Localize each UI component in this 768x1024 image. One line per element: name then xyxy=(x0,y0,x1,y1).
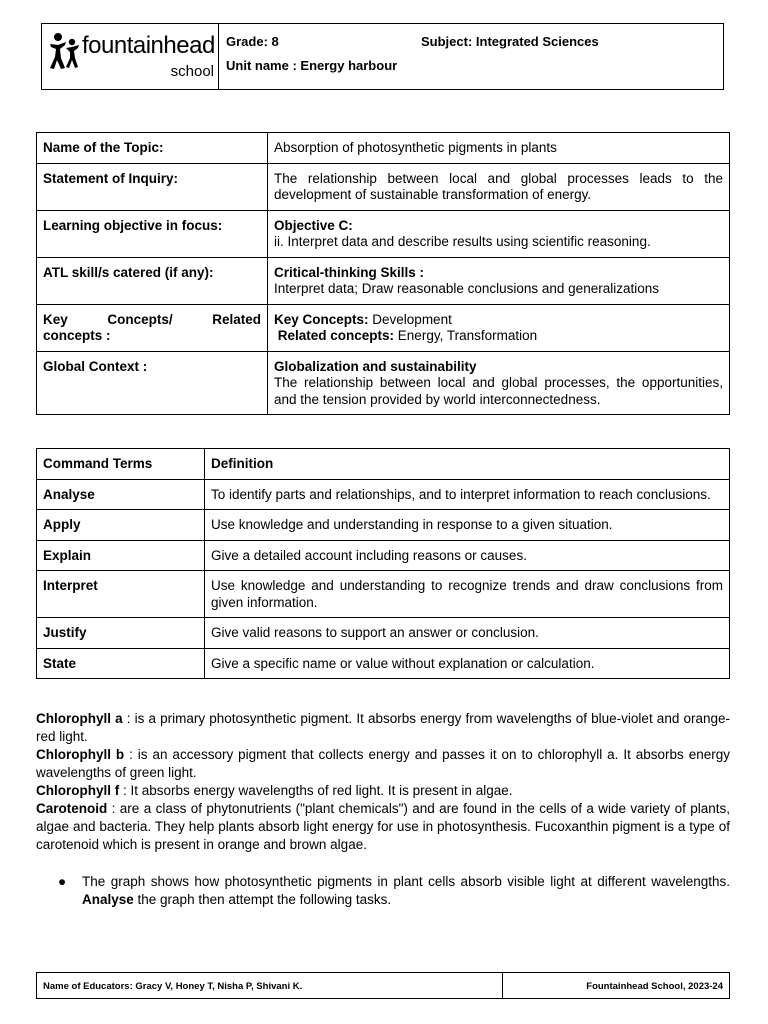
command-term: Justify xyxy=(37,618,205,649)
table-row xyxy=(37,618,730,649)
pigment-text: : It absorbs energy wavelengths of red light. It is present in algae. xyxy=(119,783,513,798)
table-row xyxy=(37,257,730,304)
command-term: Interpret xyxy=(37,571,205,618)
inquiry-label: Statement of Inquiry: xyxy=(37,163,268,210)
pigment-name: Carotenoid xyxy=(36,801,108,816)
inquiry-value: The relationship between local and global processes leads to the development of sustainable transformation of energy. xyxy=(268,163,730,210)
concepts-label-word: Key xyxy=(43,311,68,327)
objective-value: ii. Interpret data and describe results using scientific reasoning. xyxy=(274,234,651,249)
command-definition: Give valid reasons to support an answer or conclusion. xyxy=(205,618,730,649)
table-row xyxy=(37,304,730,351)
atl-value: Interpret data; Draw reasonable conclusions and generalizations xyxy=(274,281,659,296)
table-row xyxy=(37,210,730,257)
table-row xyxy=(37,351,730,415)
table-row xyxy=(37,133,730,164)
logo-subtitle: school xyxy=(170,63,214,80)
pigment-text: : is a primary photosynthetic pigment. It absorbs energy from wavelengths of blue-violet and orange-red light. xyxy=(36,711,730,744)
command-definition: Use knowledge and understanding in response to a given situation. xyxy=(205,510,730,541)
atl-cell xyxy=(268,257,730,304)
school-logo xyxy=(42,24,219,89)
subject-label: Subject: Integrated Sciences xyxy=(421,34,599,49)
objective-title: Objective C: xyxy=(274,217,353,233)
pigment-definitions xyxy=(36,710,730,854)
concepts-label-word: Related xyxy=(212,311,261,327)
command-term: Apply xyxy=(37,510,205,541)
instruction-text-end: the graph then attempt the following tasks. xyxy=(133,892,392,907)
concepts-cell xyxy=(268,304,730,351)
command-term: Analyse xyxy=(37,479,205,510)
atl-label: ATL skill/s catered (if any): xyxy=(37,257,268,304)
related-concepts-title: Related concepts: xyxy=(277,328,395,343)
topic-label: Name of the Topic: xyxy=(37,133,268,164)
header-info xyxy=(219,24,723,89)
table-row xyxy=(37,510,730,541)
document-header xyxy=(41,23,724,90)
pigment-paragraph xyxy=(36,746,730,782)
table-row xyxy=(37,540,730,571)
key-concepts-value: Development xyxy=(368,311,452,327)
global-context-cell xyxy=(268,351,730,415)
pigment-name: Chlorophyll f xyxy=(36,783,120,798)
key-concepts-title: Key Concepts: xyxy=(274,311,369,327)
command-definition: Give a detailed account including reasons or causes. xyxy=(205,540,730,571)
global-context-label: Global Context : xyxy=(37,351,268,415)
document-footer xyxy=(36,972,730,999)
instruction-bullet xyxy=(36,873,730,909)
bullet-icon: ● xyxy=(58,874,67,889)
concepts-label-line2: concepts : xyxy=(43,328,111,343)
pigment-text: : are a class of phytonutrients ("plant chemicals") and are found in the cells of a wide variety of plants, algae and bacteria. They help plants absorb light energy for use in photosynthesis. Fucoxanthin pigment is a type of carotenoid which is present in orange and brown algae. xyxy=(36,801,730,852)
pigment-paragraph xyxy=(36,782,730,800)
command-term: Explain xyxy=(37,540,205,571)
school-year: Fountainhead School, 2023-24 xyxy=(586,981,723,992)
command-term: State xyxy=(37,648,205,679)
pigment-paragraph xyxy=(36,800,730,854)
table-row xyxy=(37,163,730,210)
topic-details-table xyxy=(36,132,730,415)
related-concepts-value: Energy, Transformation xyxy=(394,328,538,343)
table-row xyxy=(37,479,730,510)
column-header: Definition xyxy=(205,449,730,480)
table-row xyxy=(37,648,730,679)
command-definition: Use knowledge and understanding to recognize trends and draw conclusions from given information. xyxy=(205,571,730,618)
pigment-name: Chlorophyll a xyxy=(36,711,123,726)
logo-figures-icon xyxy=(48,32,82,70)
command-definition: To identify parts and relationships, and to interpret information to reach conclusions. xyxy=(205,479,730,510)
command-terms-table xyxy=(36,448,730,679)
global-context-value: The relationship between local and global processes, the opportunities, and the tension provided by world interconnectedness. xyxy=(274,375,723,407)
column-header: Command Terms xyxy=(37,449,205,480)
table-header-row xyxy=(37,449,730,480)
instruction-text: The graph shows how photosynthetic pigments in plant cells absorb visible light at different wavelengths. xyxy=(82,874,730,889)
objective-cell xyxy=(268,210,730,257)
logo-wordmark: fountainhead xyxy=(82,32,215,59)
pigment-text: : is an accessory pigment that collects energy and passes it on to chlorophyll a. It absorbs energy wavelengths of green light. xyxy=(36,747,731,780)
concepts-label-word: Concepts/ xyxy=(107,311,173,327)
command-definition: Give a specific name or value without explanation or calculation. xyxy=(205,648,730,679)
unit-name-label: Unit name : Energy harbour xyxy=(226,58,398,73)
pigment-paragraph xyxy=(36,710,730,746)
pigment-name: Chlorophyll b xyxy=(36,747,125,762)
table-row xyxy=(37,571,730,618)
objective-label: Learning objective in focus: xyxy=(37,210,268,257)
educators-names: Name of Educators: Gracy V, Honey T, Nisha P, Shivani K. xyxy=(37,973,503,998)
instruction-bold: Analyse xyxy=(82,892,134,907)
atl-title: Critical-thinking Skills : xyxy=(274,264,425,280)
grade-label: Grade: 8 xyxy=(226,34,279,49)
topic-value: Absorption of photosynthetic pigments in plants xyxy=(268,133,730,164)
concepts-label xyxy=(37,304,268,351)
global-context-title: Globalization and sustainability xyxy=(274,358,477,374)
